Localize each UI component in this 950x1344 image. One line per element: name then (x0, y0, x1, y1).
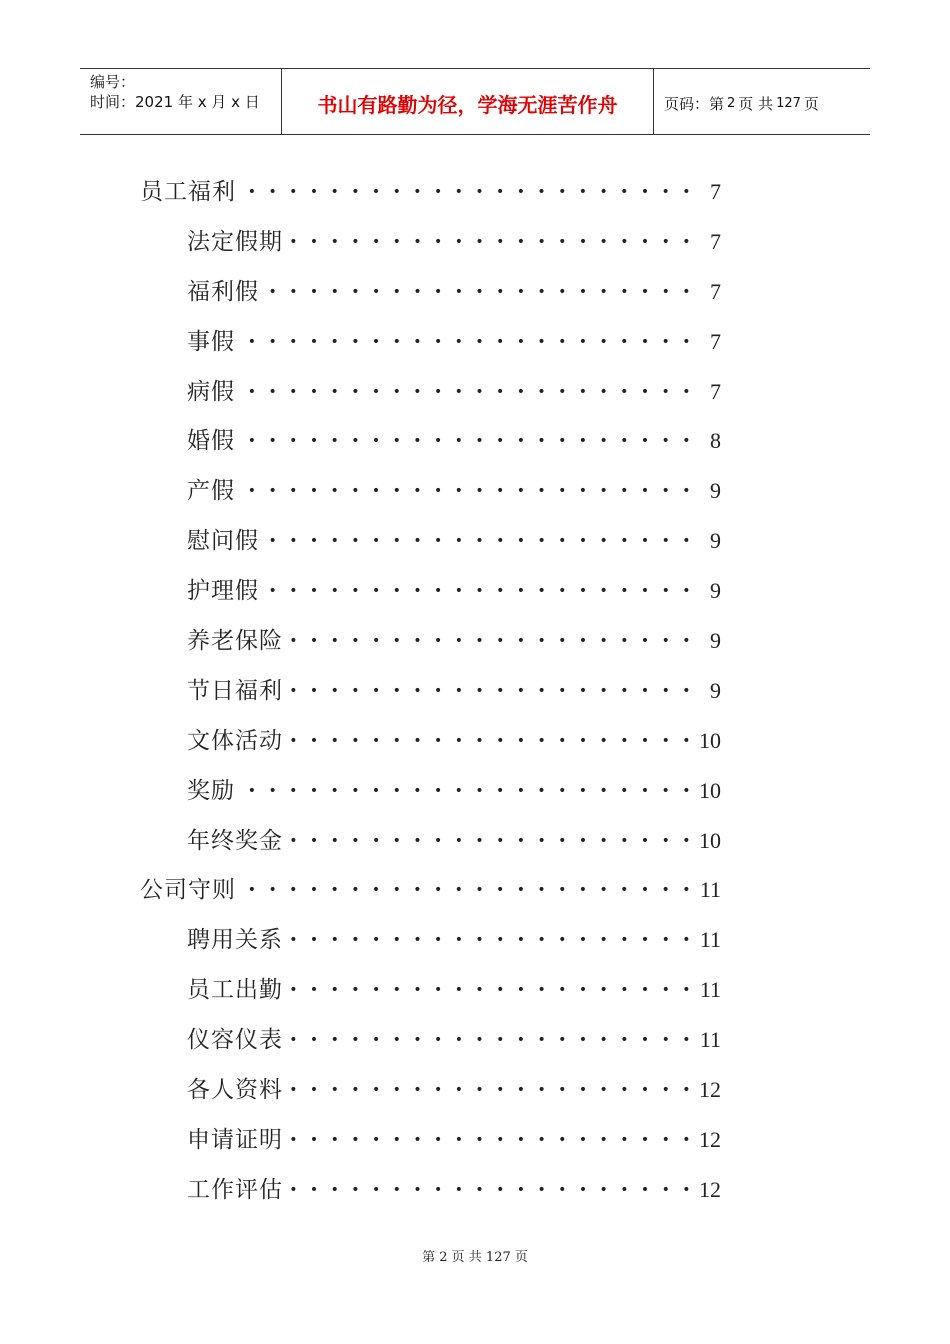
toc-entry-title: 年终奖金 (187, 827, 283, 854)
toc-entry-page: 10 (699, 827, 721, 853)
toc-entry-title: 福利假 (187, 278, 259, 305)
toc-leader-dots: • • • • • • • • • • • • • • • • • • • • • • (247, 184, 691, 200)
toc-entry[interactable] (0, 965, 950, 1015)
toc-entry-page: 9 (710, 628, 721, 654)
page-footer (0, 1246, 950, 1265)
toc-entry-page: 7 (710, 378, 721, 404)
toc-leader-dots: • • • • • • • • • • • • • • • • • • • • (289, 633, 691, 650)
toc-leader-dots: • • • • • • • • • • • • • • • • • • • • (289, 982, 691, 999)
toc-entry-title: 奖励 (187, 777, 235, 804)
toc-leader-dots: • • • • • • • • • • • • • • • • • • • • (289, 732, 691, 749)
toc-leader-dots: • • • • • • • • • • • • • • • • • • • • • • (247, 433, 691, 450)
toc-entry-title: 申请证明 (187, 1126, 283, 1153)
toc-leader-dots: • • • • • • • • • • • • • • • • • • • • (289, 1082, 691, 1099)
toc-entry-page: 7 (710, 228, 721, 254)
toc-entry-title: 护理假 (187, 578, 259, 605)
toc-entry[interactable] (0, 666, 950, 716)
toc-leader-dots: • • • • • • • • • • • • • • • • • • • • • • (247, 882, 691, 899)
toc-entry-title: 公司守则 (140, 877, 236, 904)
page-suffix: 页 (803, 95, 819, 113)
toc-entry-title: 仪容仪表 (187, 1027, 283, 1054)
toc-entry[interactable] (0, 367, 950, 417)
toc-entry[interactable] (0, 1015, 950, 1065)
toc-entry-page: 7 (710, 179, 721, 204)
toc-entry-page: 9 (710, 677, 721, 703)
toc-leader-dots: • • • • • • • • • • • • • • • • • • • • (289, 832, 691, 849)
page-total: 127 (776, 96, 801, 111)
toc-entry-page: 9 (710, 578, 721, 604)
toc-entry-page: 10 (699, 727, 721, 753)
toc-entry-title: 慰问假 (187, 528, 259, 555)
toc-entry-title: 婚假 (187, 428, 235, 455)
page-mid: 页 共 (738, 95, 774, 113)
toc-entry-page: 12 (699, 1176, 721, 1202)
toc-entry-title: 节日福利 (187, 677, 283, 704)
toc-entry-title: 工作评估 (187, 1176, 283, 1203)
header-motto-cell (282, 69, 654, 134)
toc-leader-dots: • • • • • • • • • • • • • • • • • • • • • • (247, 333, 691, 350)
toc-entry[interactable] (0, 1115, 950, 1165)
toc-entry-page: 11 (699, 877, 721, 903)
toc-entry-title: 法定假期 (187, 228, 283, 255)
toc-leader-dots: • • • • • • • • • • • • • • • • • • • • (289, 682, 691, 699)
toc-entry[interactable] (0, 267, 950, 317)
document-number-label: 编号： (90, 73, 136, 91)
toc-entry-page: 7 (710, 278, 721, 304)
page-prefix: 页码：第 (664, 95, 725, 113)
toc-entry[interactable] (0, 915, 950, 965)
toc-entry-title: 各人资料 (187, 1077, 283, 1104)
toc-entry[interactable] (0, 466, 950, 516)
toc-entry[interactable] (0, 566, 950, 616)
toc-entry-title: 文体活动 (187, 727, 283, 754)
toc-entry-page: 12 (699, 1126, 721, 1152)
toc-entry[interactable] (0, 516, 950, 566)
toc-entry-page: 11 (699, 927, 721, 953)
toc-entry-page: 11 (699, 977, 721, 1003)
toc-leader-dots: • • • • • • • • • • • • • • • • • • • • (289, 1181, 691, 1198)
toc-entry-page: 11 (699, 1027, 721, 1053)
toc-leader-dots: • • • • • • • • • • • • • • • • • • • • (289, 932, 691, 949)
toc-entry[interactable] (0, 317, 950, 367)
toc-entry[interactable] (0, 167, 950, 217)
toc-entry-page: 9 (710, 478, 721, 504)
toc-entry[interactable] (0, 816, 950, 866)
table-of-contents (0, 167, 950, 1215)
page-current: 2 (727, 96, 736, 111)
toc-entry[interactable] (0, 1065, 950, 1115)
toc-entry-title: 养老保险 (187, 628, 283, 655)
page-header (80, 68, 870, 135)
toc-entry-page: 8 (710, 428, 721, 454)
toc-entry-page: 9 (710, 528, 721, 554)
toc-leader-dots: • • • • • • • • • • • • • • • • • • • • (289, 233, 691, 250)
toc-entry-title: 员工福利 (140, 179, 236, 205)
toc-leader-dots: • • • • • • • • • • • • • • • • • • • • • • (247, 383, 691, 400)
toc-entry-title: 病假 (187, 378, 235, 405)
toc-entry-title: 事假 (187, 328, 235, 355)
toc-leader-dots: • • • • • • • • • • • • • • • • • • • • • (268, 533, 691, 550)
toc-entry[interactable] (0, 416, 950, 466)
toc-entry[interactable] (0, 865, 950, 915)
toc-leader-dots: • • • • • • • • • • • • • • • • • • • • • (268, 583, 691, 600)
toc-leader-dots: • • • • • • • • • • • • • • • • • • • • (289, 1131, 691, 1148)
toc-leader-dots: • • • • • • • • • • • • • • • • • • • • • • (247, 782, 691, 799)
toc-leader-dots: • • • • • • • • • • • • • • • • • • • • • • (247, 483, 691, 500)
toc-entry[interactable] (0, 766, 950, 816)
toc-entry[interactable] (0, 616, 950, 666)
toc-entry-title: 员工出勤 (187, 977, 283, 1004)
toc-entry[interactable] (0, 217, 950, 267)
header-info-cell (80, 69, 282, 134)
toc-leader-dots: • • • • • • • • • • • • • • • • • • • • (289, 1032, 691, 1049)
toc-entry-page: 7 (710, 328, 721, 354)
header-motto: 书山有路勤为径，学海无涯苦作舟 (317, 93, 618, 117)
toc-entry-page: 10 (699, 777, 721, 803)
toc-leader-dots: • • • • • • • • • • • • • • • • • • • • • (268, 283, 691, 300)
toc-entry[interactable] (0, 1165, 950, 1215)
header-page-cell (654, 69, 870, 134)
document-time-label: 时间：2021 年 x 月 x 日 (90, 93, 260, 111)
toc-entry[interactable] (0, 716, 950, 766)
toc-entry-title: 聘用关系 (187, 927, 283, 954)
toc-entry-page: 12 (699, 1077, 721, 1103)
toc-entry-title: 产假 (187, 478, 235, 505)
footer-page-number: 第 2 页 共 127 页 (422, 1250, 528, 1265)
